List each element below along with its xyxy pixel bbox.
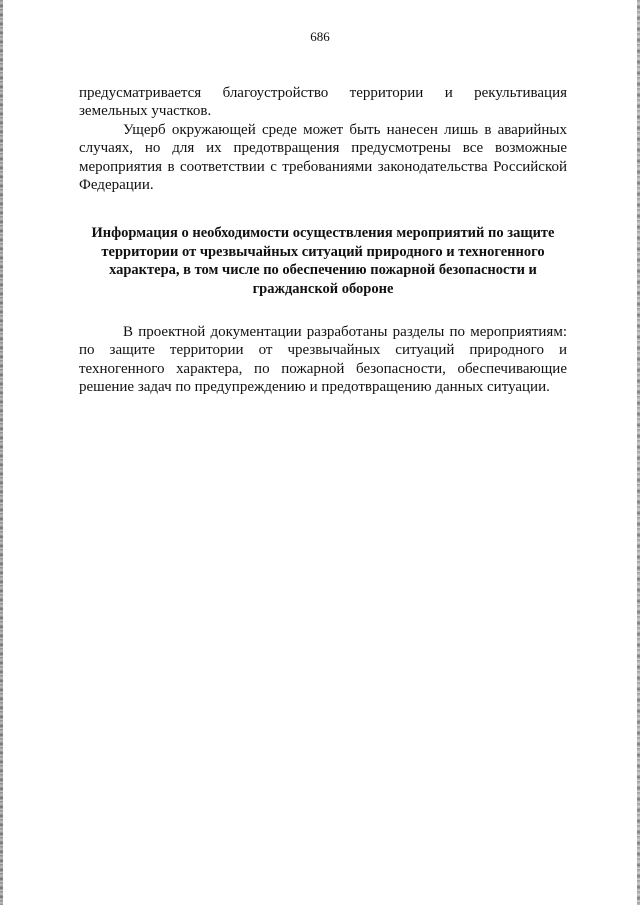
- scan-edge-left: [0, 0, 3, 905]
- paragraph-continuation: предусматривается благоустройство территории и рекультивация земельных участков.: [79, 85, 567, 120]
- paragraph-environmental-damage: Ущерб окружающей среде может быть нанесен лишь в аварийных случаях, но для их предотвращения предусмотрены все возможные мероприятия в соответствии с требованиями законодательства Российской Федерации.: [79, 121, 567, 194]
- document-body: [79, 84, 567, 397]
- page-number: 686: [310, 29, 330, 44]
- paragraph-emergency-measures: В проектной документации разработаны разделы по мероприятиям: по защите территории от чрезвычайных ситуаций природного и техногенного характера, по пожарной безопасности, обеспечивающие решение задач по предупреждению и предотвращению данных ситуации.: [79, 324, 567, 396]
- section-heading: Информация о необходимости осуществления мероприятий по защите территории от чрезвычайных ситуаций природного и техногенного характера, в том числе по обеспечению пожарной безопасности и гражданской обороне: [91, 225, 555, 297]
